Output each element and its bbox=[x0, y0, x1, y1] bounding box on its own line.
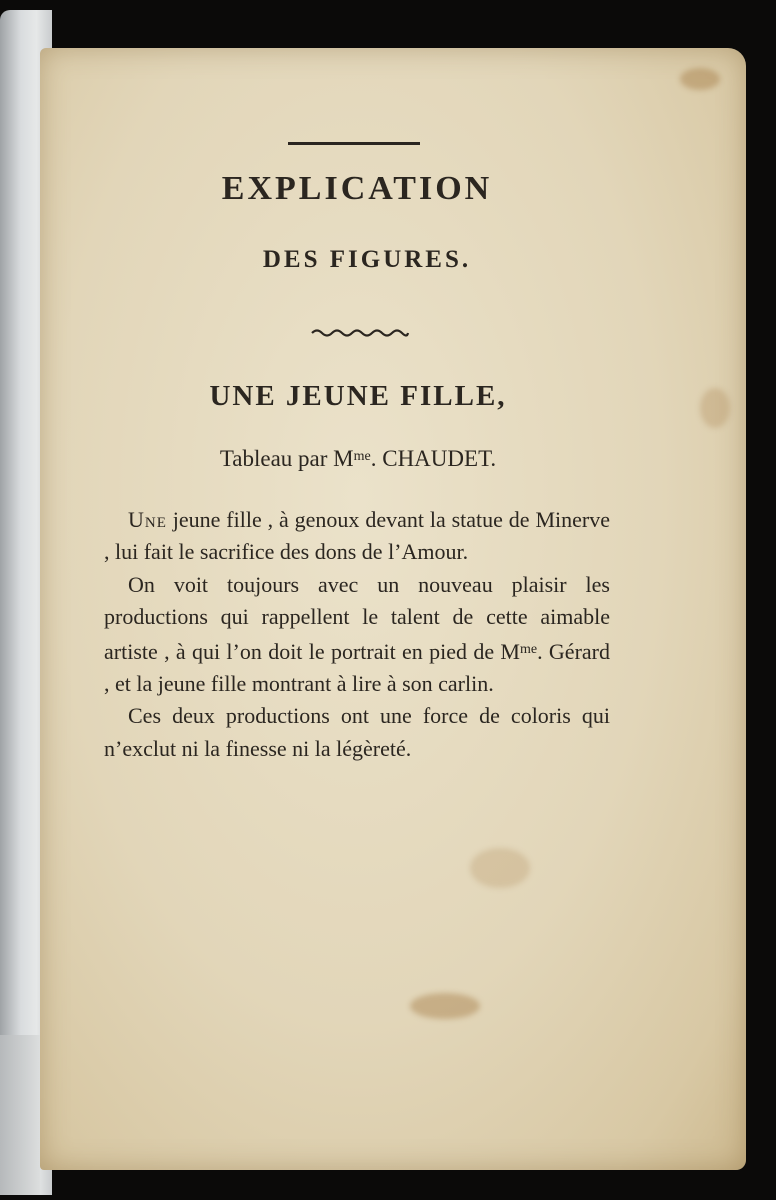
foxing-stain bbox=[470, 848, 530, 888]
paragraph-text: Ces deux productions ont une force de coloris qui n’exclut ni la finesse ni la légèreté. bbox=[104, 703, 610, 761]
paragraph-superscript: me bbox=[519, 641, 538, 657]
byline-suffix: . CHAUDET. bbox=[370, 446, 497, 471]
byline-superscript: me bbox=[353, 449, 371, 464]
adjacent-page-edge-lower bbox=[0, 1035, 40, 1195]
body-text bbox=[104, 504, 610, 765]
paragraph-text: jeune fille , à genoux devant la statue de Minerve , lui fait le sacrifice des dons de l’Amour. bbox=[104, 507, 610, 565]
section-heading: UNE JEUNE FILLE, bbox=[209, 380, 507, 412]
paragraph-text: On voit toujours avec un nouveau plaisir les productions qui rappellent le talent de cette aimable artiste , à qui l’on doit le portrait en pied de M bbox=[104, 571, 610, 664]
decorative-squiggle bbox=[310, 326, 410, 340]
paragraph bbox=[104, 700, 610, 765]
byline-prefix: Tableau par M bbox=[219, 446, 354, 471]
paragraph-lead: Une bbox=[128, 507, 167, 532]
paragraph bbox=[104, 569, 610, 701]
page-subtitle: DES FIGURES. bbox=[262, 246, 472, 273]
byline bbox=[0, 446, 716, 472]
page-title: EXPLICATION bbox=[221, 170, 493, 207]
decorative-rule bbox=[288, 142, 420, 145]
paragraph-text-after: . Gérard , et la jeune fille montrant à lire à son carlin. bbox=[104, 638, 610, 697]
paragraph bbox=[104, 504, 610, 569]
foxing-stain bbox=[680, 68, 720, 90]
foxing-stain bbox=[410, 993, 480, 1019]
